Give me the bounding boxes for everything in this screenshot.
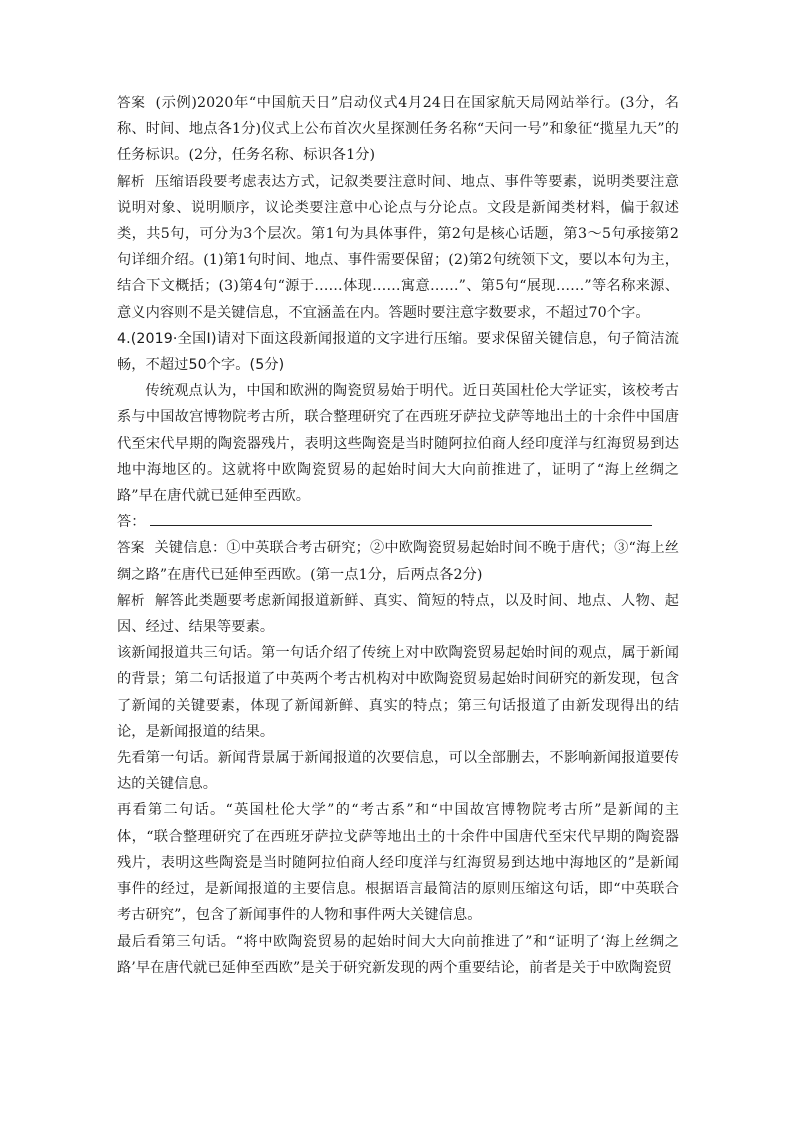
analysis-body-paragraph: 先看第一句话。新闻背景属于新闻报道的次要信息，可以全部删去，不影响新闻报道要传达的关键信息。	[117, 750, 679, 793]
analysis-body-paragraph: 该新闻报道共三句话。第一句话介绍了传统上对中欧陶瓷贸易起始时间的观点，属于新闻的背景；第二句话报道了中英两个考古机构对中欧陶瓷贸易起始时间研究的新发现，包含了新闻的关键要素，体现了新闻新鲜、真实的特点；第三句话报道了由新发现得出的结论，是新闻报道的结果。	[117, 645, 679, 740]
answer-prompt: 答：	[117, 514, 146, 531]
page-content	[117, 90, 679, 981]
answer-blank-line[interactable]	[150, 511, 652, 526]
answer-prompt-row	[117, 509, 679, 535]
analysis-text: 解答此类题要考虑新闻报道新鲜、真实、简短的特点，以及时间、地点、人物、起因、经过、结果等要素。	[117, 592, 680, 636]
question-4-heading: 4.(2019·全国Ⅰ)请对下面这段新闻报道的文字进行压缩。要求保留关键信息，句子简洁流畅，不超过50个字。(5分)	[117, 330, 679, 374]
answer-text: (示例)2020年“中国航天日”启动仪式4月24日在国家航天局网站举行。(3分，名称、时间、地点各1分)仪式上公布首次火星探测任务名称“天问一号”和象征“揽星九天”的任务标识。(2分，任务名称、标识各1分)	[117, 95, 679, 164]
analysis-label: 解析	[117, 173, 145, 190]
answer-label: 答案	[117, 95, 146, 111]
analysis-paragraph-2	[117, 588, 679, 640]
answer-text: 关键信息：①中英联合考古研究；②中欧陶瓷贸易起始时间不晚于唐代；③“海上丝绸之路”在唐代已延伸至西欧。(第一点1分，后两点各2分)	[117, 540, 679, 583]
answer-label: 答案	[117, 540, 145, 557]
analysis-paragraph-1	[117, 169, 679, 326]
answer-paragraph-2	[117, 535, 679, 587]
analysis-label: 解析	[117, 592, 145, 609]
analysis-text: 压缩语段要考虑表达方式，记叙类要注意时间、地点、事件等要素，说明类要注意说明对象、说明顺序，议论类要注意中心论点与分论点。文段是新闻类材料，偏于叙述类，共5句，可分为3个层次。第1句为具体事件，第2句是核心话题，第3～5句承接第2句详细介绍。(1)第1句时间、地点、事件需要保留；(2)第2句统领下文，要以本句为主，结合下文概括；(3)第4句“源于……体现……寓意……”、第5句“展现……”等名称来源、意义内容则不是关键信息，不宜涵盖在内。答题时要注意字数要求，不超过70个字。	[117, 173, 680, 321]
answer-paragraph-1	[117, 90, 679, 169]
analysis-body-paragraph: 最后看第三句话。“将中欧陶瓷贸易的起始时间大大向前推进了”和“证明了‘海上丝绸之路’早在唐代就已延伸至西欧”是关于研究新发现的两个重要结论，前者是关于中欧陶瓷贸	[117, 933, 679, 976]
analysis-body-paragraph: 再看第二句话。“英国杜伦大学”的“考古系”和“中国故宫博物院考古所”是新闻的主体，“联合整理研究了在西班牙萨拉戈萨等地出土的十余件中国唐代至宋代早期的陶瓷器残片，表明这些陶瓷是当时随阿拉伯商人经印度洋与红海贸易到达地中海地区的”是新闻事件的经过，是新闻报道的主要信息。根据语言最简洁的原则压缩这句话，即“中英联合考古研究”，包含了新闻事件的人物和事件两大关键信息。	[117, 802, 679, 924]
news-passage: 传统观点认为，中国和欧洲的陶瓷贸易始于明代。近日英国杜伦大学证实，该校考古系与中国故宫博物院考古所，联合整理研究了在西班牙萨拉戈萨等地出土的十余件中国唐代至宋代早期的陶瓷器残片，表明这些陶瓷是当时随阿拉伯商人经印度洋与红海贸易到达地中海地区的。这就将中欧陶瓷贸易的起始时间大大向前推进了，证明了“海上丝绸之路”早在唐代就已延伸至西欧。	[117, 383, 679, 505]
